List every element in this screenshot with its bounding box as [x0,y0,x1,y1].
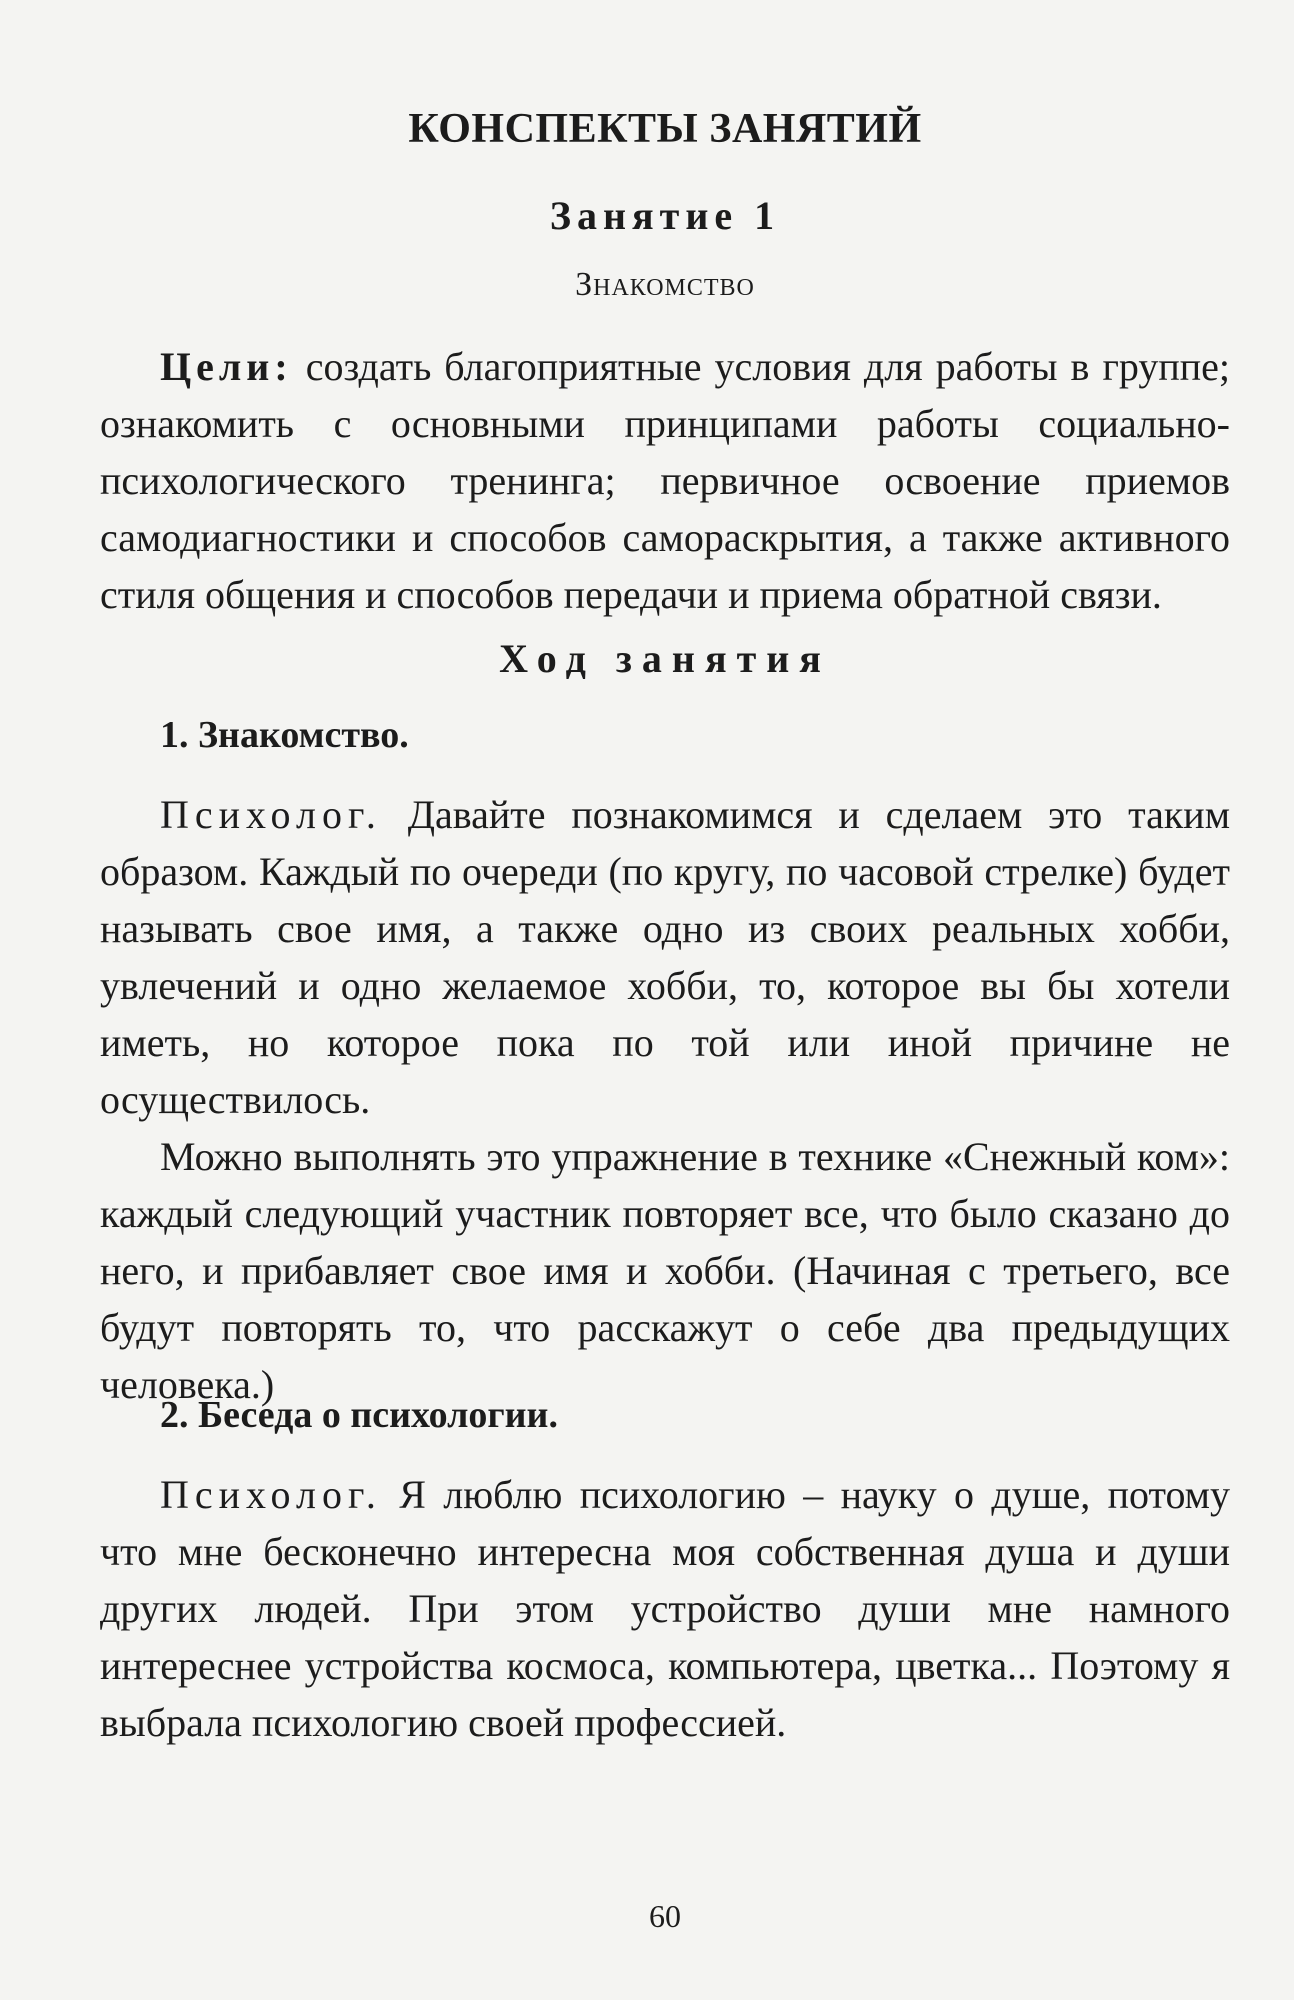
goals-paragraph [100,338,1230,623]
item1-paragraph2: Можно выполнять это упражнение в технике «Снежный ком»: каждый следующий участник повторяет все, что было сказано до него, и прибавляет свое имя и хобби. (Начиная с третьего, все будут повторять то, что расскажут о себе два предыдущих человека.) [100,1134,1230,1407]
section-title: КОНСПЕКТЫ ЗАНЯТИЙ [408,106,922,152]
item2-speaker: Психолог. [160,1472,382,1517]
lesson-title: Занятие 1 [549,193,781,238]
book-page [100,0,1230,2000]
goals-label: Цели: [160,344,293,389]
page-number: 60 [649,1898,681,1934]
item1-paragraph1 [100,786,1230,1128]
item2-block [100,1390,1230,1751]
lesson-name: Знакомство [575,266,755,303]
item2-heading: 2. Беседа о психологии. [160,1394,558,1436]
item2-text1: Я люблю психологию – науку о душе, потому что мне бесконечно интересна моя собственная душа и души других людей. При этом устройство души мне намного интереснее устройства космоса, компьютера, цветка... Поэтому я выбрала психологию своей профессией. [100,1472,1230,1745]
item2-paragraph1 [100,1466,1230,1751]
item1-text1: Давайте познакомимся и сделаем это таким образом. Каждый по очереди (по кругу, по часовой стрелке) будет называть свое имя, а также одно из своих реальных хобби, увлечений и одно желаемое хобби, то, которое вы бы хотели иметь, но которое пока по той или иной причине не осуществилось. [100,792,1231,1122]
item1-speaker: Психолог. [160,792,382,837]
item1-block [100,710,1230,1413]
goals-text: создать благоприятные условия для работы в группе; ознакомить с основными принципами работы социально-психологического тренинга; первичное освоение приемов самодиагностики и способов самораскрытия, а также активного стиля общения и способов передачи и приема обратной связи. [100,344,1231,617]
item1-heading: 1. Знакомство. [160,714,409,756]
course-title: Ход занятия [499,636,831,681]
